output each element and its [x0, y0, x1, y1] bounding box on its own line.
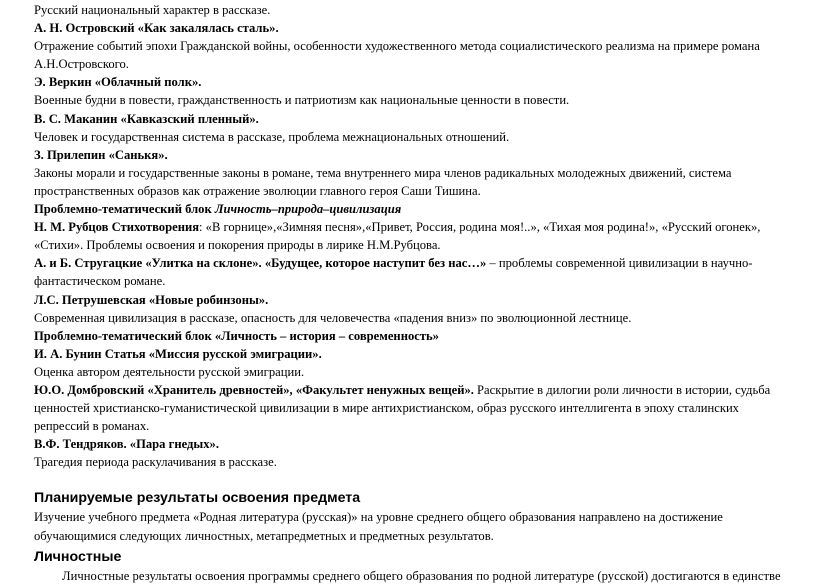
work-heading-verkin: Э. Веркин «Облачный полк». — [34, 75, 202, 90]
block-heading-nature — [34, 200, 804, 218]
section-heading-results: Планируемые результаты освоения предмета — [34, 490, 361, 507]
text-line: Изучение учебного предмета «Родная литература (русская)» на уровне среднего общего образования направлено на достижение — [34, 510, 723, 525]
text-line: Оценка автором деятельности русской эмиграции. — [34, 364, 305, 379]
text-line: Современная цивилизация в рассказе, опасность для человечества «падения вниз» по эволюционной лестнице. — [34, 310, 632, 325]
work-heading-makanin: В. С. Маканин «Кавказский пленный». — [34, 111, 259, 126]
work-heading-rubtsov — [34, 218, 804, 236]
work-description: Раскрытие в дилогии роли личности в истории, судьба — [473, 382, 771, 397]
work-heading-bunin: И. А. Бунин Статья «Миссия русской эмиграции». — [34, 346, 322, 361]
block-heading-label: Проблемно-тематический блок — [34, 202, 215, 217]
block-heading-topic: Личность–природа–цивилизация — [214, 202, 402, 217]
work-heading-tendryakov: В.Ф. Тендряков. «Пара гнедых». — [34, 437, 219, 452]
author-title: А. и Б. Стругацкие «Улитка на склоне». «Будущее, которое наступит без нас…» — [34, 256, 487, 271]
text-line: Трагедия периода раскулачивания в рассказе. — [34, 455, 277, 470]
work-heading-prilepin: З. Прилепин «Санькя». — [34, 147, 168, 162]
poem-list: : «В горнице»,«Зимняя песня»,«Привет, Россия, родина моя!..», «Тихая моя родина!», «Русский огонек», — [199, 220, 761, 235]
text-line: обучающимися следующих личностных, метапредметных и предметных результатов. — [34, 528, 494, 543]
text-line: пространственных образов как отражение эволюции главного героя Саши Тишина. — [34, 183, 481, 198]
text-line: Русский национальный характер в рассказе. — [34, 3, 271, 17]
block-heading-history: Проблемно-тематический блок «Личность – история – современность» — [34, 328, 439, 343]
text-line: репрессий в романах. — [34, 419, 150, 434]
text-line: ценностей христианско-гуманистической цивилизации в мире антихристианском, образ русского интеллигента в эпоху сталинских — [34, 401, 739, 416]
work-heading-strugatsky — [34, 254, 804, 272]
work-description: – проблемы современной цивилизации в научно- — [486, 256, 753, 271]
author-title: Н. М. Рубцов Стихотворения — [34, 220, 200, 235]
work-heading-dombrovsky — [34, 381, 804, 399]
work-heading-ostrovsky: А. Н. Островский «Как закалялась сталь». — [34, 21, 279, 36]
subsection-heading-personal: Личностные — [34, 548, 122, 565]
text-line: Личностные результаты освоения программы среднего общего образования по родной литературе (русской) достигаются в единстве — [62, 568, 781, 583]
text-line: А.Н.Островского. — [34, 57, 129, 72]
text-line: «Стихи». Проблемы освоения и покорения природы в лирике Н.М.Рубцова. — [34, 238, 441, 253]
author-title: Ю.О. Домбровский «Хранитель древностей», «Факультет ненужных вещей». — [34, 382, 474, 397]
text-line: Военные будни в повести, гражданственность и патриотизм как национальные ценности в повести. — [34, 93, 570, 108]
text-line: Законы морали и государственные законы в романе, тема внутреннего мира членов радикальных молодежных движений, система — [34, 165, 732, 180]
text-line: Человек и государственная система в рассказе, проблема межнациональных отношений. — [34, 129, 510, 144]
text-line: фантастическом романе. — [34, 274, 166, 289]
text-line: Отражение событий эпохи Гражданской войны, особенности художественного метода социалистического реализма на примере романа — [34, 39, 760, 54]
document-page — [34, 1, 804, 585]
work-heading-petrushevskaya: Л.С. Петрушевская «Новые робинзоны». — [34, 292, 269, 307]
